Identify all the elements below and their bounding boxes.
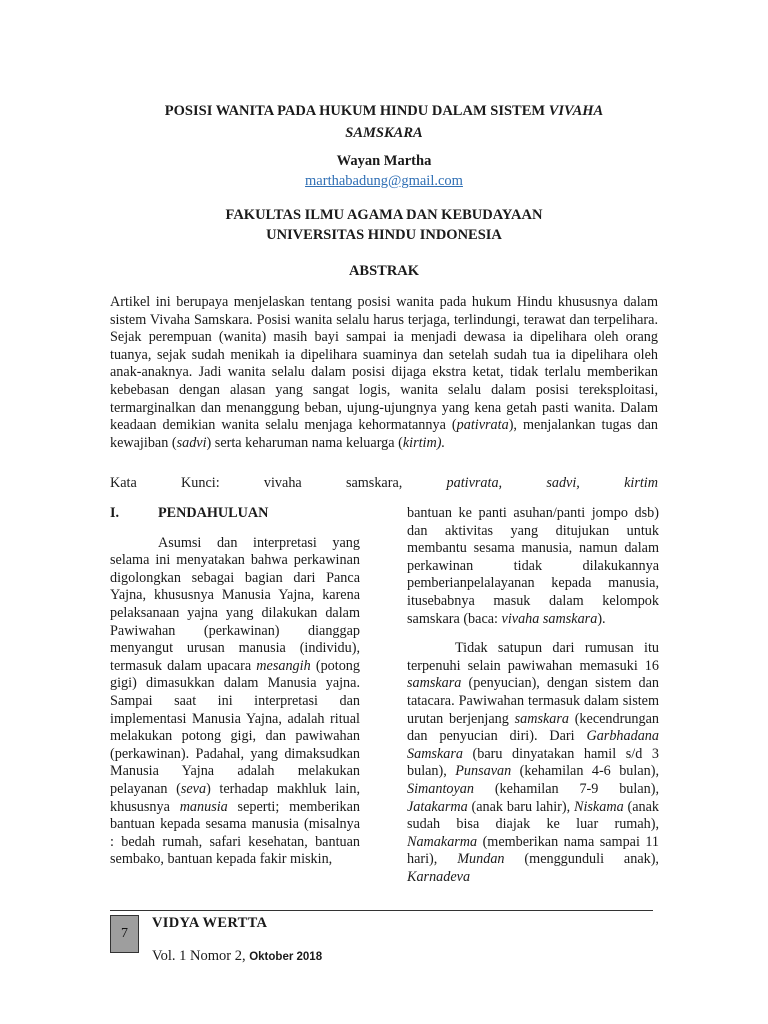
page-number-box [110,915,139,953]
paper-title [140,100,628,144]
keyword: kirtim [624,475,658,491]
abstract-italic-term: pativrata [456,417,509,434]
footer-divider [110,910,653,911]
title-text: POSISI WANITA PADA HUKUM HINDU DALAM SISTEM [164,103,549,119]
body-paragraph: Tidak satupun dari rumusan itu terpenuhi selain pawiwahan memasuki 16 samskara (penyucian), dengan sistem dan tatacara. Pawiwahan termasuk dalam sistem urutan berjenjang samskara (kecendrungan dan penyucian diri). Dari Garbhadana Samskara (baru dinyatakan hamil s/d 3 bulan), Punsavan (kehamilan 4-6 bulan), Simantoyan (kehamilan 7-9 bulan), Jatakarma (anak baru lahir), Niskama (anak sudah bisa diajak ke luar rumah), Namakarma (memberikan nama sampai 11 hari), Mundan (menggunduli anak), Karnadeva [407,640,659,885]
affiliation-line-1: FAKULTAS ILMU AGAMA DAN KEBUDAYAAN [225,207,543,223]
abstract-text: ) serta keharuman nama keluarga ( [206,434,403,451]
author-name: Wayan Martha [336,153,432,169]
keyword: Kata [110,475,137,491]
left-column [110,505,360,869]
abstract-italic-term: kirtim). [402,434,446,451]
keywords-line [110,475,658,492]
keyword: sadvi, [546,475,580,491]
affiliation [0,205,768,245]
body-paragraph: bantuan ke panti asuhan/panti jompo dsb) dan aktivitas yang ditujukan untuk membantu sesama manusia, namun dalam perkawinan tidak dilakukannya pemberianpelalayanan kepada manusia, itusebabnya masuk dalam kelompok samskara (baca: vivaha samskara). [407,505,659,627]
section-number: I. [110,505,120,521]
issue-date: Oktober 2018 [249,951,323,963]
abstract-body [110,294,658,452]
section-title: PENDAHULUAN [158,505,269,521]
keyword: pativrata, [446,475,503,491]
right-column [407,505,659,886]
journal-volume [152,948,322,965]
abstract-text: ), menjalankan tugas dan kewajiban ( [110,417,658,451]
abstract-italic-term: sadvi [176,434,207,451]
keyword: samskara, [345,475,403,491]
section-heading [110,505,360,523]
title-italic: VIVAHA SAMSKARA [345,103,604,141]
keyword: vivaha [263,475,302,491]
volume-text: Vol. 1 Nomor 2, [152,948,250,964]
abstract-heading: ABSTRAK [348,263,420,279]
author-email-link[interactable]: marthabadung@gmail.com [305,173,463,189]
keyword: Kunci: [181,475,220,491]
page-number: 7 [121,926,128,941]
affiliation-line-2: UNIVERSITAS HINDU INDONESIA [266,227,502,243]
journal-name: VIDYA WERTTA [152,915,268,931]
body-paragraph: Asumsi dan interpretasi yang selama ini menyatakan bahwa perkawinan digolongkan sebagai bagian dari Panca Yajna, khususnya Manusia Yajna, karena pelaksanaan yajna yang dilakukan dalam Pawiwahan (perkawinan) dianggap menyangut urusan manusia (individu), termasuk dalam upacara mesangih (potong gigi) dimasukkan dalam Manusia yajna. Sampai saat ini interpretasi dan implementasi Manusia Yajna, adalah ritual melakukan potong gigi, dan pawiwahan (perkawinan). Padahal, yang dimaksudkan Manusia Yajna adalah melakukan pelayanan (seva) terhadap makhluk lain, khususnya manusia seperti; memberikan bantuan kepada sesama manusia (misalnya : bedah rumah, safari kesehatan, bantuan sembako, bantuan kepada fakir miskin, [110,534,361,868]
abstract-text: Artikel ini berupaya menjelaskan tentang posisi wanita pada hukum Hindu khususnya dalam sistem Vivaha Samskara. Posisi wanita selalu harus terjaga, terlindungi, terawat dan terpelihara. Sejak perempuan (wanita) masih bayi sampai ia menjadi dewasa ia dipelihara oleh orang tuanya, sejak sudah menikah ia dipelihara suaminya dan setelah sudah tua ia dipelihara oleh anak-anaknya. Jadi wanita selalu dalam posisi dijaga ekstra ketat, tidak terlalu memberikan kebebasan dengan alasan yang sangat logis, wanita selalu dalam posisi tereksploitasi, termarginalkan dan menanggung beban, ujung-ujungnya yang kena getah pasti wanita. Dalam keadaan demikian wanita selalu menjaga kehormatannya ( [110,294,658,434]
